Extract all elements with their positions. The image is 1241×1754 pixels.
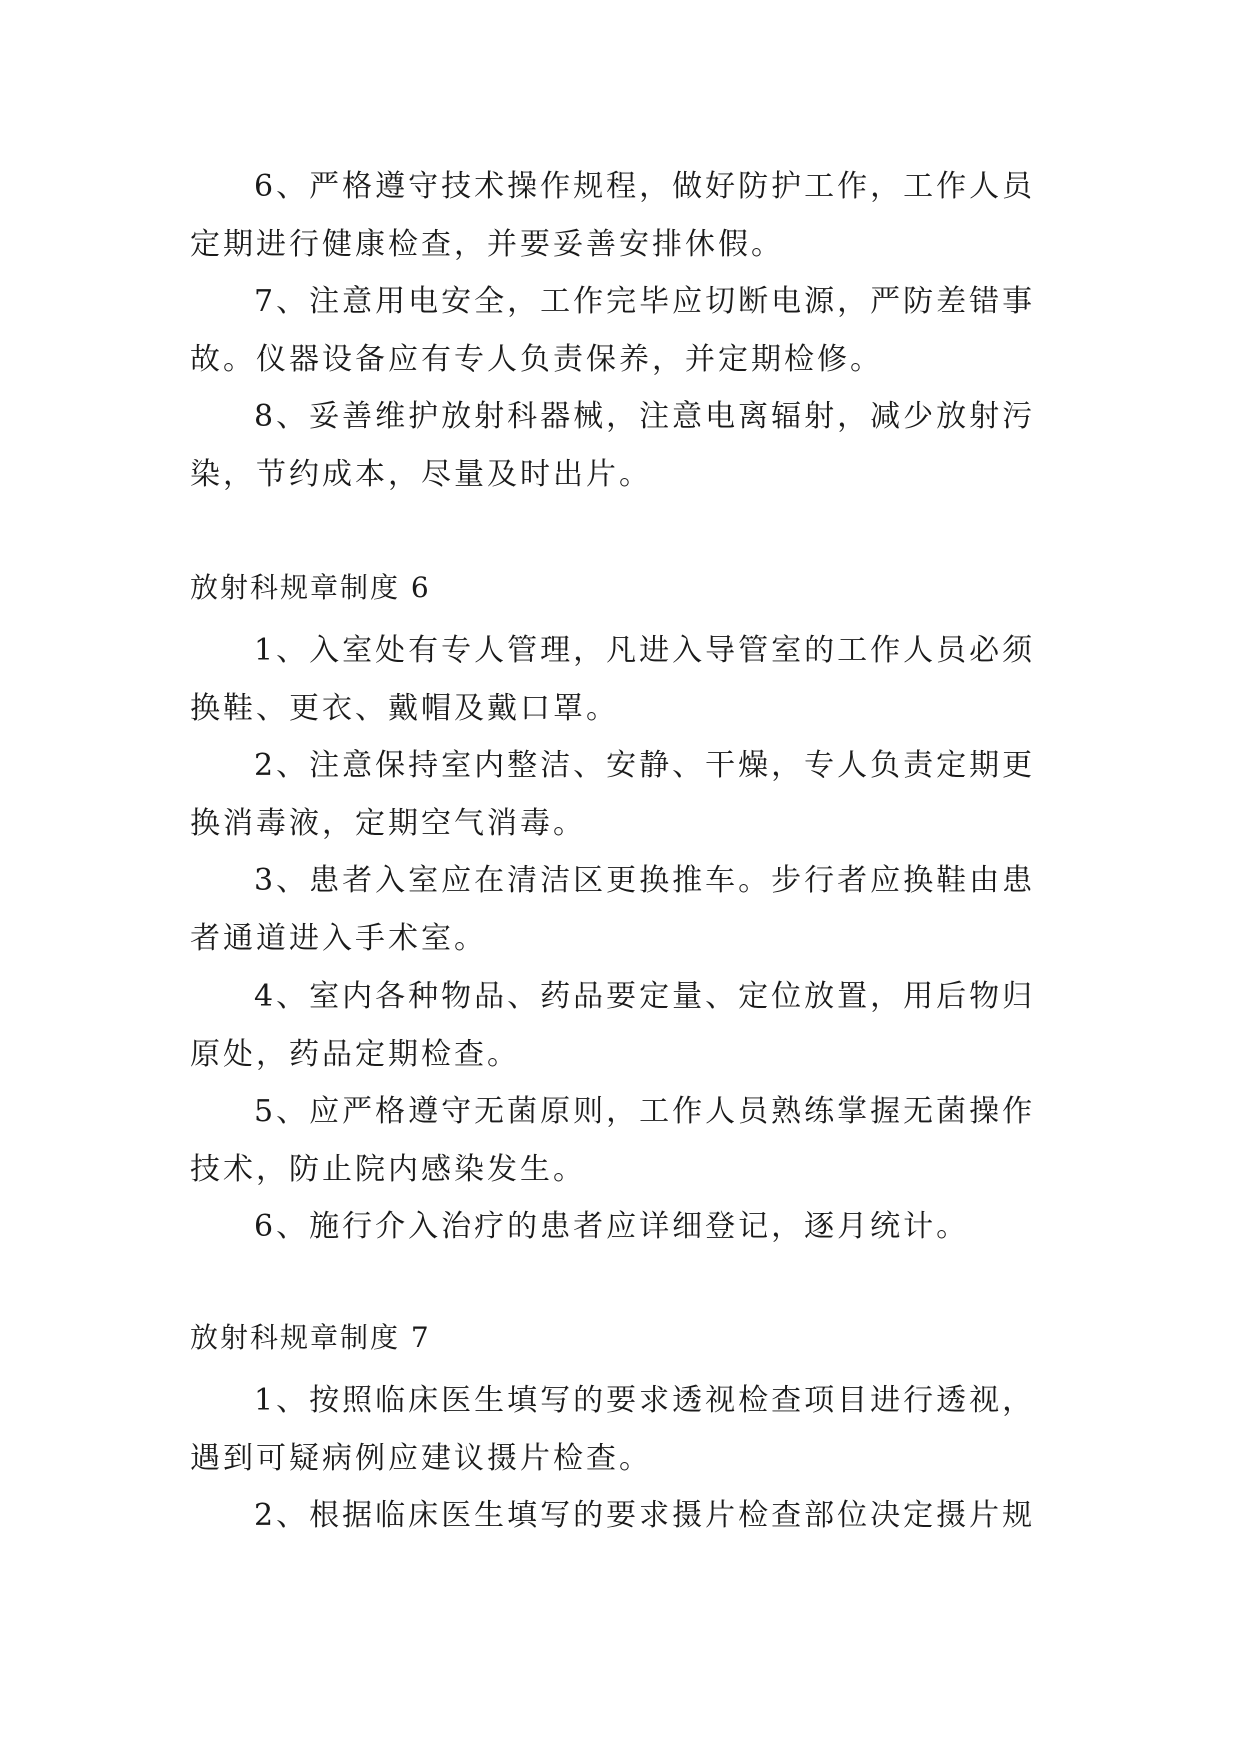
rule-line: 8、妥善维护放射科器械，注意电离辐射，减少放射污 bbox=[254, 399, 1036, 434]
rule-line: 故。仪器设备应有专人负责保养，并定期检修。 bbox=[190, 342, 883, 377]
rule-line: 1、入室处有专人管理，凡进入导管室的工作人员必须 bbox=[254, 633, 1036, 668]
rule-line: 6、施行介入治疗的患者应详细登记，逐月统计。 bbox=[254, 1209, 970, 1244]
rule-line: 换鞋、更衣、戴帽及戴口罩。 bbox=[190, 691, 619, 726]
rule-line: 技术，防止院内感染发生。 bbox=[190, 1152, 586, 1187]
rule-line: 者通道进入手术室。 bbox=[190, 921, 487, 956]
rule-line: 染，节约成本，尽量及时出片。 bbox=[190, 457, 652, 492]
rule-line: 1、按照临床医生填写的要求透视检查项目进行透视， bbox=[254, 1383, 1036, 1418]
rule-line: 遇到可疑病例应建议摄片检查。 bbox=[190, 1441, 652, 1476]
rule-item-s6-4 bbox=[190, 968, 1050, 1084]
rule-item-6-top bbox=[190, 158, 1050, 274]
rule-item-s6-1 bbox=[190, 622, 1050, 738]
rule-line: 原处，药品定期检查。 bbox=[190, 1037, 520, 1072]
rule-item-s6-2 bbox=[190, 737, 1050, 853]
rule-line: 7、注意用电安全，工作完毕应切断电源，严防差错事 bbox=[254, 284, 1036, 319]
rule-item-s6-6 bbox=[190, 1198, 1050, 1256]
rule-item-s6-5 bbox=[190, 1083, 1050, 1199]
rule-line: 2、注意保持室内整洁、安静、干燥，专人负责定期更 bbox=[254, 748, 1036, 783]
rule-line: 6、严格遵守技术操作规程，做好防护工作，工作人员 bbox=[254, 169, 1036, 204]
rule-line: 5、应严格遵守无菌原则，工作人员熟练掌握无菌操作 bbox=[254, 1094, 1036, 1129]
rule-line: 定期进行健康检查，并要妥善安排休假。 bbox=[190, 227, 784, 262]
rule-item-s7-1 bbox=[190, 1372, 1050, 1488]
rule-line: 换消毒液，定期空气消毒。 bbox=[190, 806, 586, 841]
rule-item-8-top bbox=[190, 388, 1050, 504]
rule-line: 3、患者入室应在清洁区更换推车。步行者应换鞋由患 bbox=[254, 863, 1036, 898]
section-heading-7: 放射科规章制度 7 bbox=[190, 1321, 431, 1354]
rule-item-7-top bbox=[190, 273, 1050, 389]
rule-line: 4、室内各种物品、药品要定量、定位放置，用后物归 bbox=[254, 979, 1036, 1014]
rule-line: 2、根据临床医生填写的要求摄片检查部位决定摄片规 bbox=[254, 1498, 1036, 1533]
rule-item-s6-3 bbox=[190, 852, 1050, 968]
rule-item-s7-2 bbox=[190, 1487, 1050, 1545]
section-heading-6: 放射科规章制度 6 bbox=[190, 571, 431, 604]
